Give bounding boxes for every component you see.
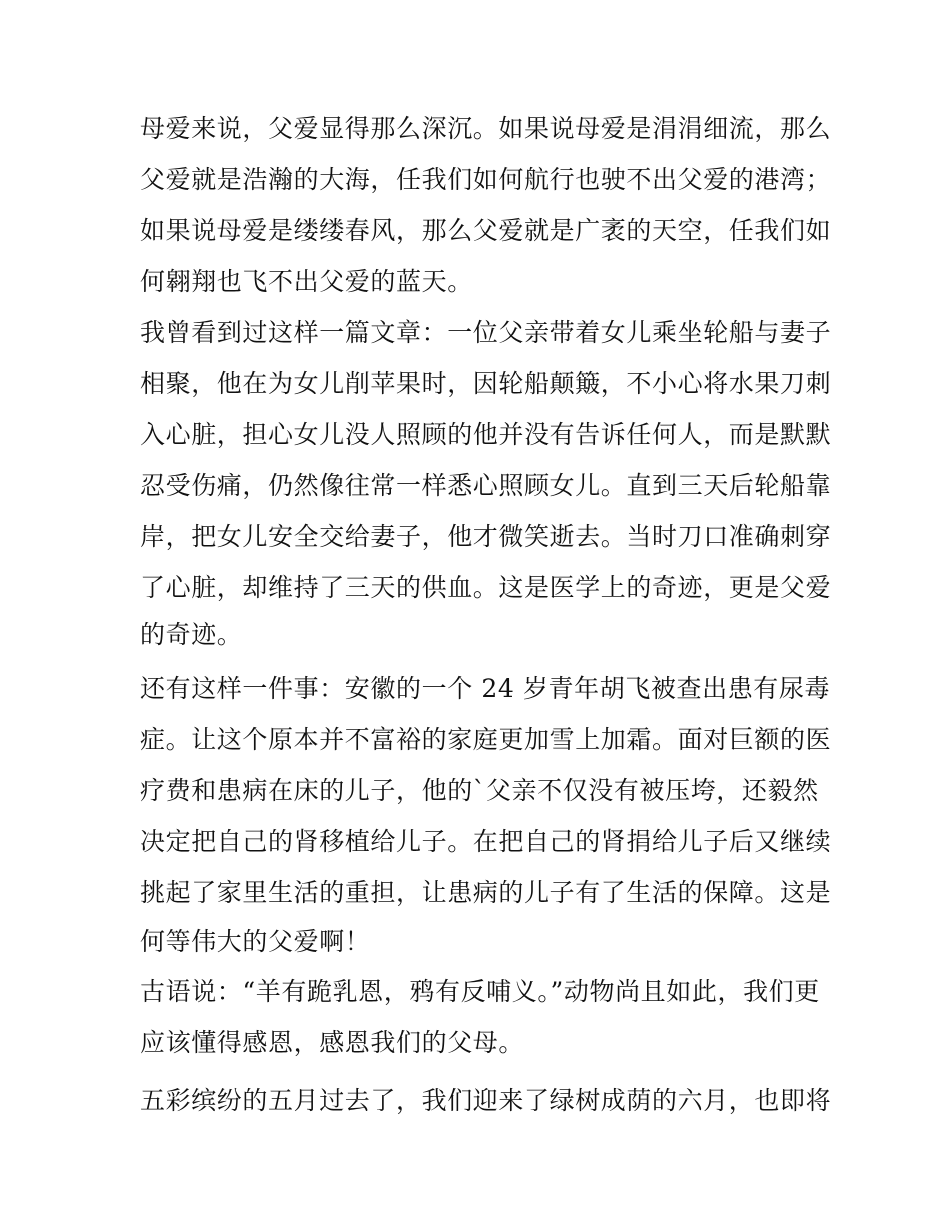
text-line: 何翱翔也飞不出父爱的蓝天。 (140, 267, 473, 296)
text-line: 父爱就是浩瀚的大海，任我们如何航行也驶不出父爱的港湾； (140, 165, 832, 194)
text-line: 如果说母爱是缕缕春风，那么父爱就是广袤的天空，任我们如 (140, 216, 832, 245)
text-line: 症。让这个原本并不富裕的家庭更加雪上加霜。面对巨额的医 (140, 725, 832, 754)
text-line: 忍受伤痛，仍然像往常一样悉心照顾女儿。直到三天后轮船靠 (140, 471, 832, 500)
text-line: 了心脏，却维持了三天的供血。这是医学上的奇迹，更是父爱 (140, 573, 832, 602)
text-line: 疗费和患病在床的儿子，他的`父亲不仅没有被压垮，还毅然 (140, 776, 819, 805)
text-line: 我曾看到过这样一篇文章：一位父亲带着女儿乘坐轮船与妻子 (140, 318, 832, 347)
text-line: 相聚，他在为女儿削苹果时，因轮船颠簸，不小心将水果刀刺 (140, 369, 832, 398)
text-line: 母爱来说，父爱显得那么深沉。如果说母爱是涓涓细流，那么 (140, 114, 832, 143)
text-line: 入心脏，担心女儿没人照顾的他并没有告诉任何人，而是默默 (140, 420, 832, 449)
text-line: 的奇迹。 (140, 620, 243, 649)
text-line: 挑起了家里生活的重担，让患病的儿子有了生活的保障。这是 (140, 878, 832, 907)
text-line: 古语说：“羊有跪乳恩，鸦有反哺义。”动物尚且如此，我们更 (140, 977, 820, 1006)
text-line: 还有这样一件事：安徽的一个 24 岁青年胡飞被查出患有尿毒 (140, 674, 831, 703)
text-line: 五彩缤纷的五月过去了，我们迎来了绿树成荫的六月，也即将 (140, 1086, 832, 1115)
text-line: 决定把自己的肾移植给儿子。在把自己的肾捐给儿子后又继续 (140, 827, 832, 856)
text-line: 何等伟大的父爱啊！ (140, 927, 371, 956)
text-line: 岸，把女儿安全交给妻子，他才微笑逝去。当时刀口准确刺穿 (140, 522, 832, 551)
text-line: 应该懂得感恩，感恩我们的父母。 (140, 1028, 525, 1057)
